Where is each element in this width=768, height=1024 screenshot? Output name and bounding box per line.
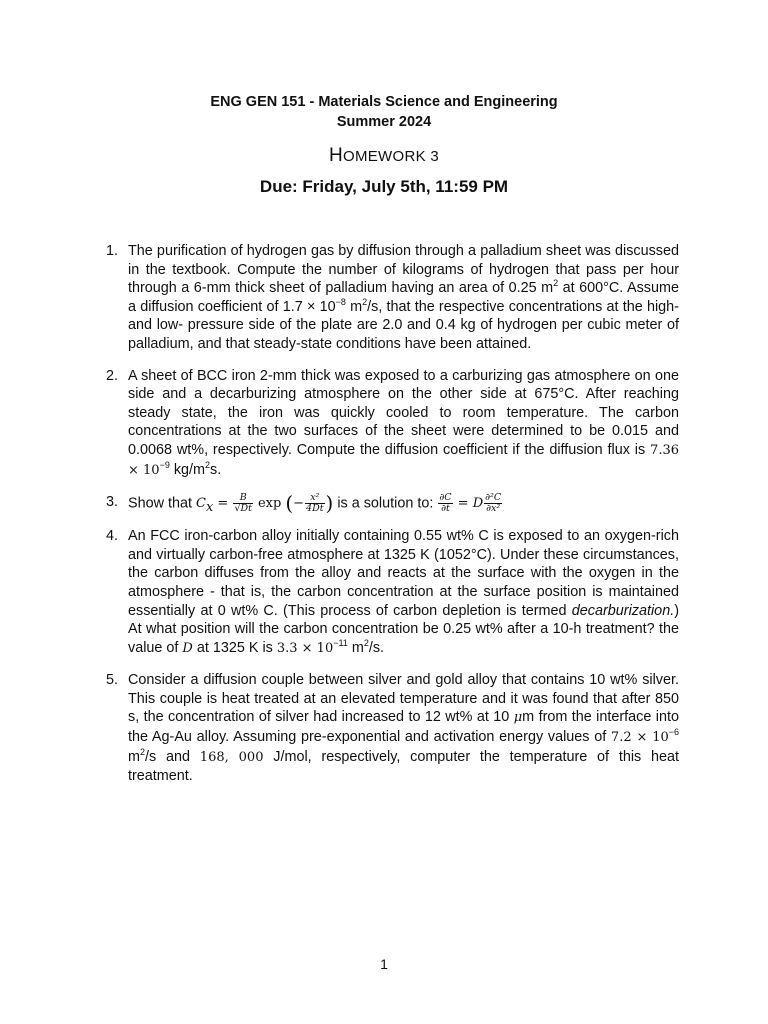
problem-text: at 1325 K is (192, 639, 277, 656)
problem-number: 2. (106, 367, 119, 384)
problem-text: An FCC iron-carbon alloy initially containing 0.55 wt% C is exposed to an oxygen-rich and virtually carbon-free atmosphere at 1325 K (1052°C). Under these circumstances, the carbon diffuses from the alloy and reacts at the surface with the oxygen in the atmosphere - that is, the carbon concentration at the surface position is maintained essentially at 0 wt% C. (This process of carbon depletion is termed (128, 528, 679, 619)
problem-text: ) At what position will the carbon concentration be 0.25 wt% after a 10-h treatment? the value of (128, 602, 679, 656)
emphasized-term: decarburization. (571, 602, 675, 619)
concentration-equation: $C_x$ = $\frac{B}{√Dt}$ exp (− $\frac{\text{x²}}{4Dt}$ ) (196, 491, 334, 516)
document-header (0, 92, 768, 199)
problem-text: kg/m (169, 461, 206, 478)
problem-text: Show that (128, 495, 196, 512)
homework-title-rest: OMEWORK 3 (342, 148, 440, 165)
superscript: 2 (362, 296, 368, 307)
problem-text: m (347, 639, 364, 656)
diffusion-equation: $\frac{\partial C}{\partial t}$ = D $\frac{\text{∂²C}}{\text{∂x²}}$ (439, 492, 502, 515)
problem-list (106, 242, 679, 799)
superscript: 2 (140, 746, 146, 757)
due-date: Due: Friday, July 5th, 11:59 PM (259, 177, 509, 196)
problem-text: A sheet of BCC iron 2-mm thick was exposed to a carburizing gas atmosphere on one side and a decarburizing atmosphere on the other side at 675°C. After reaching steady state, the iron was quickly cooled to room temperature. The carbon concentrations at the two surfaces of the sheet were determined to be 0.015 and 0.0068 wt%, respectively. Compute the diffusion coefficient if the diffusion flux is (128, 367, 679, 458)
superscript: −11 (333, 637, 348, 648)
math-function: exp (257, 496, 282, 512)
fraction: $\frac{\text{∂²C}}{\text{∂x²}}$ (485, 492, 502, 515)
math-value: 7.2 × 10 (610, 730, 669, 746)
math-symbol: D (472, 496, 484, 512)
problem-text: m (128, 748, 140, 765)
math-value: 3.3 × 10 (276, 640, 334, 656)
problem-number: 1. (106, 243, 119, 259)
subscript: x (205, 500, 214, 516)
problem-text: Consider a diffusion couple between silver and gold alloy that contains 10 wt% silver. This couple is heat treated at an elevated temperature and it was found that after 850 s, the concentration of silver had increased to 12 wt% at 10 (128, 672, 679, 726)
problem-number: 5. (106, 672, 119, 689)
fraction: $\frac{\text{x²}}{4Dt}$ (306, 492, 324, 515)
superscript: 2 (205, 459, 211, 470)
problem-text: /s. (368, 639, 385, 656)
problem-text: m (345, 298, 363, 315)
problem-3 (106, 493, 679, 514)
superscript: −8 (335, 296, 346, 307)
problem-text: J/mol, respectively, computer the temperature of this heat treatment. (128, 748, 680, 785)
problem-text: The purification of hydrogen gas by diffusion through a palladium sheet was discussed in the textbook. Compute the number of kilograms of hydrogen that pass per hour through a 6-mm thick sheet of palladium having an area of 0.25 m (128, 243, 679, 297)
fraction: $\frac{B}{√Dt}$ (234, 492, 252, 515)
problem-1 (106, 242, 679, 354)
problem-number: 3. (106, 494, 119, 511)
math-value: 168, 000 (199, 749, 264, 765)
problem-text: /s and (145, 748, 200, 765)
fraction: $\frac{\partial C}{\partial t}$ (439, 492, 452, 515)
problem-5 (106, 671, 679, 786)
superscript: 2 (553, 278, 559, 289)
problem-text: at 600°C. Assume a diffusion coefficient of 1.7 × 10 (128, 280, 679, 315)
superscript: 2 (363, 637, 369, 648)
superscript: −6 (668, 727, 680, 738)
problem-text: m from the interface into the Ag-Au alloy. Assuming pre-exponential and activation energy values of (128, 709, 679, 746)
math-symbol: C (196, 496, 206, 512)
math-symbol: μ (513, 710, 523, 726)
term-label: Summer 2024 (336, 114, 432, 130)
problem-number: 4. (106, 528, 119, 545)
problem-text: /s, that the respective concentrations at the high- and low- pressure side of the plate are 2.0 and 0.4 kg of hydrogen per cubic meter of palladium, and that steady-state conditions have been attained. (128, 298, 679, 352)
homework-title (0, 144, 768, 169)
problem-text: is a solution to: (333, 495, 438, 512)
problem-2 (106, 367, 679, 481)
course-title: ENG GEN 151 - Materials Science and Engineering (210, 94, 558, 110)
math-symbol: D (182, 640, 193, 656)
homework-title-initial: H (328, 145, 343, 166)
problem-text: s. (210, 461, 222, 478)
superscript: −9 (159, 459, 170, 470)
math-value: 7.36 × 10 (128, 442, 679, 478)
page-number: 1 (380, 956, 388, 972)
problem-4 (106, 527, 679, 658)
